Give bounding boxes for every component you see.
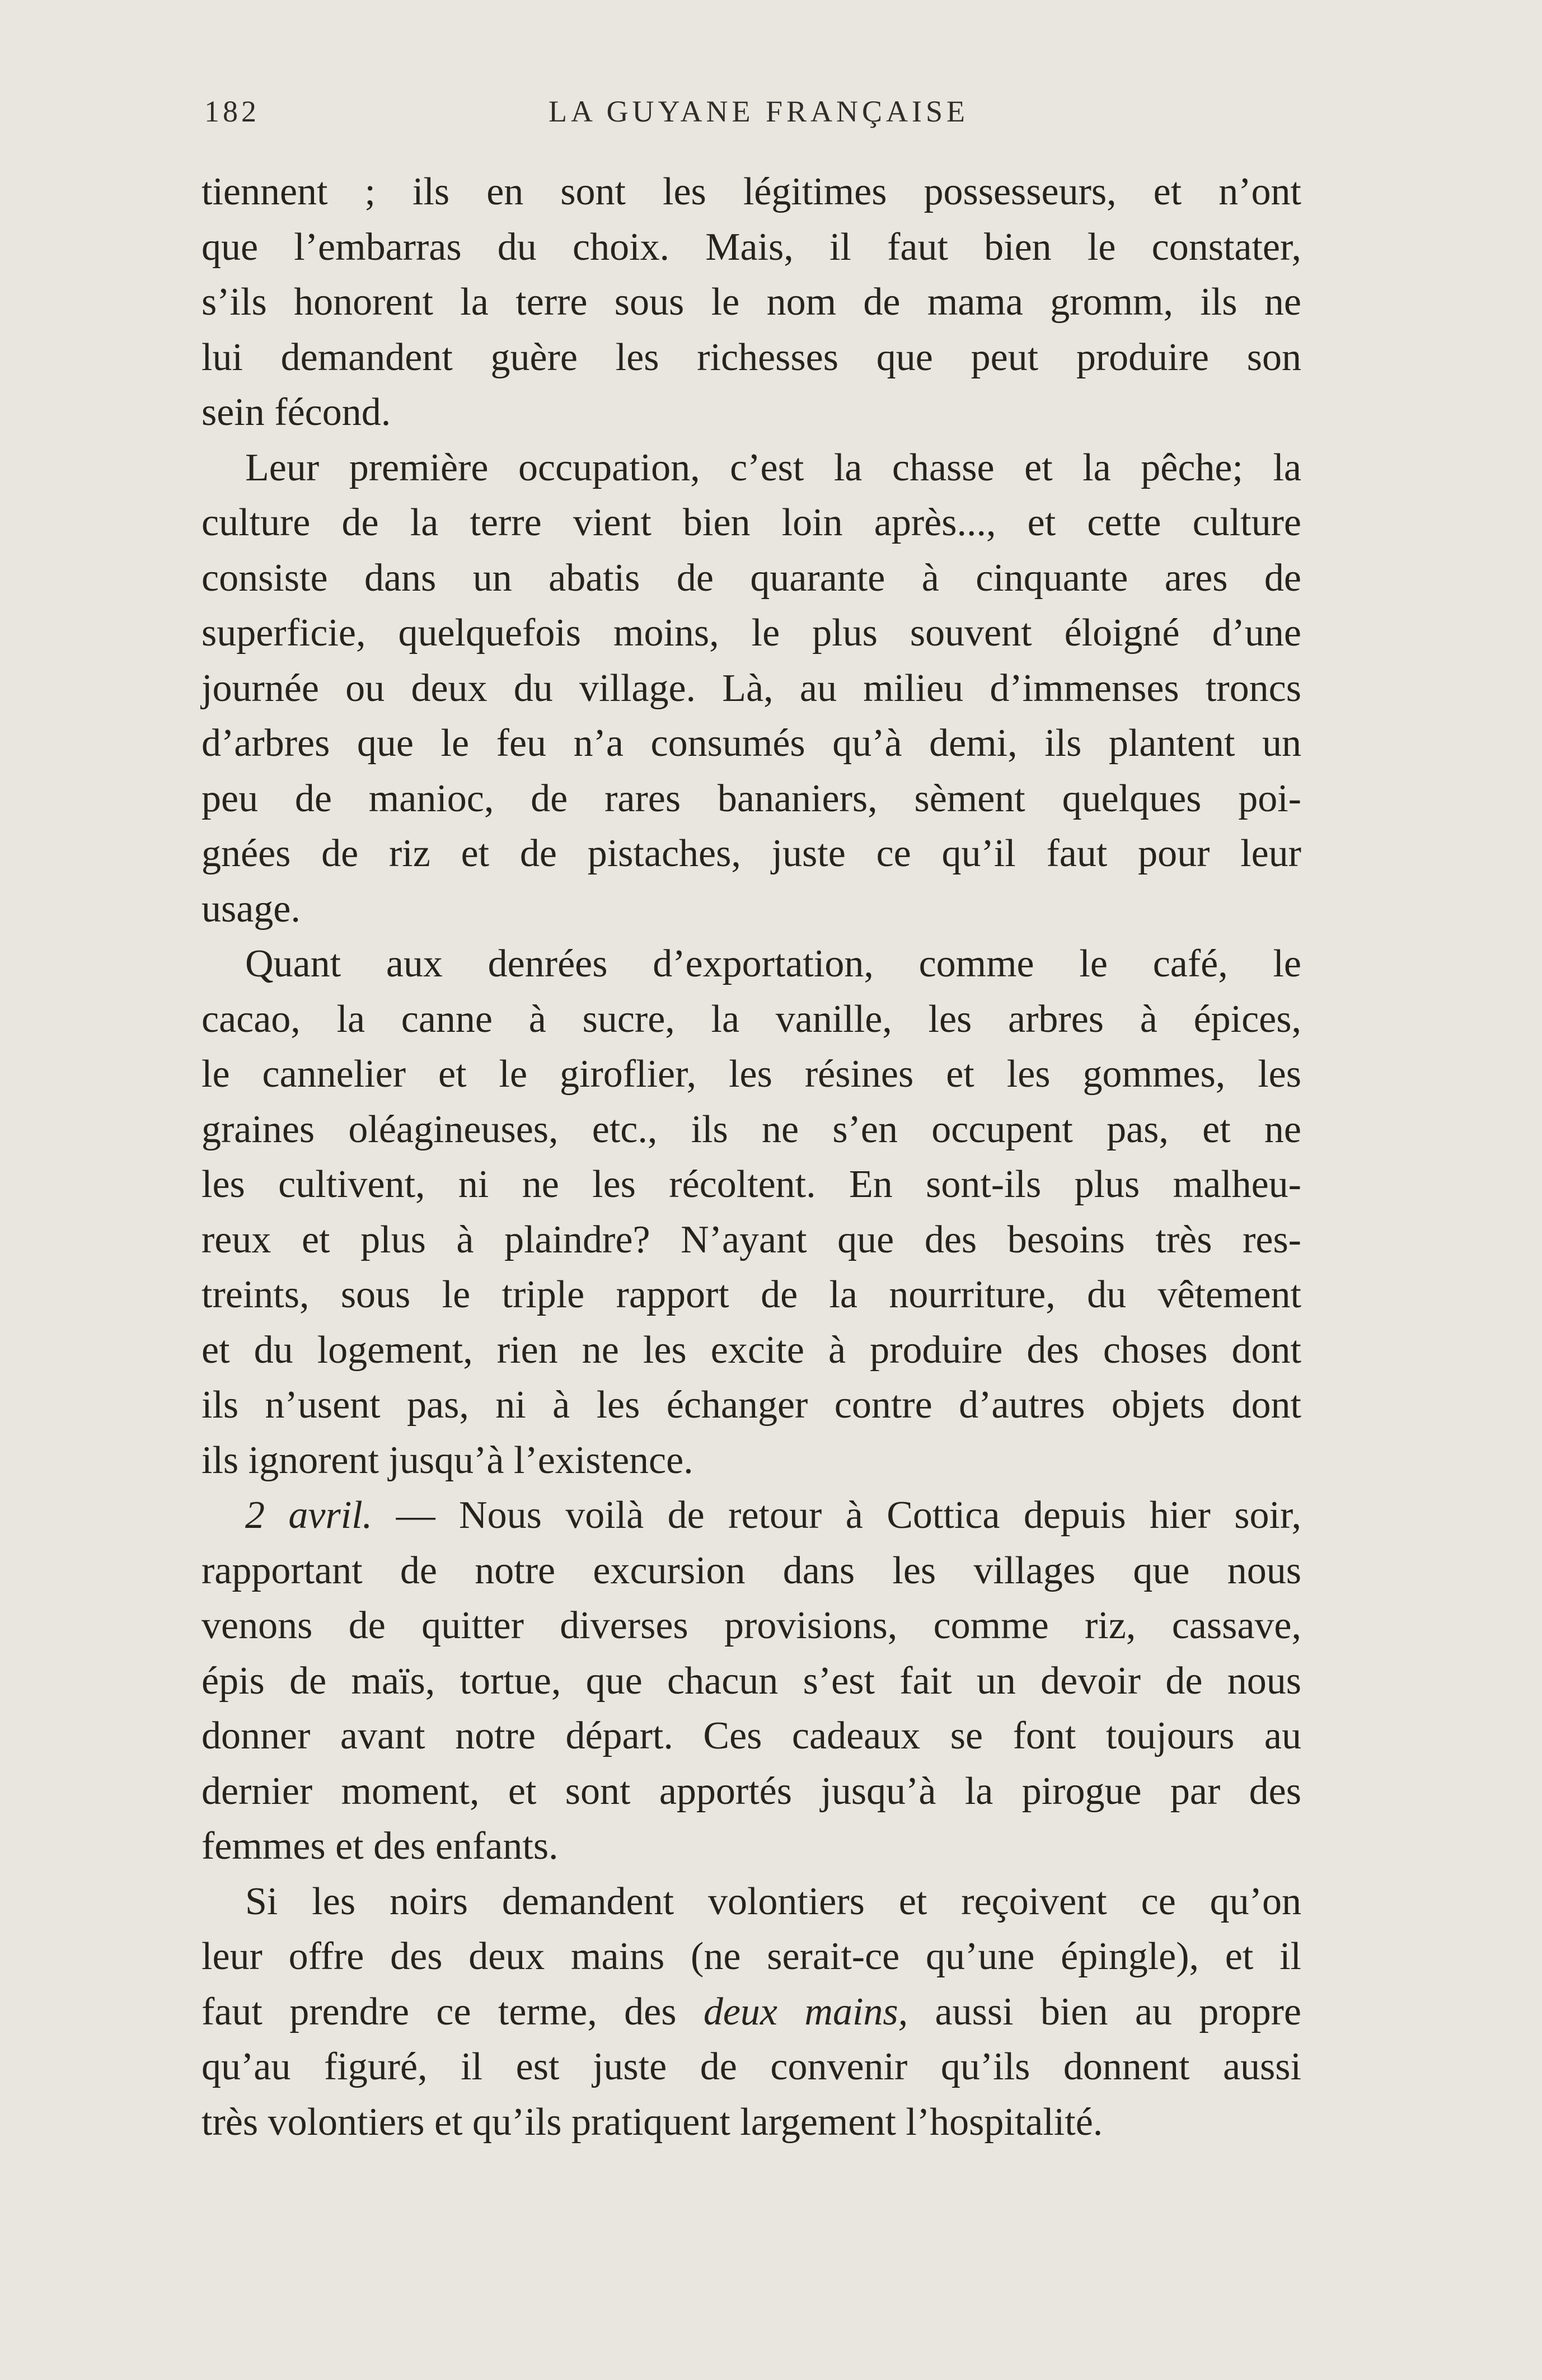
text-line: superficie, quelquefois moins, le plus souvent éloigné d’une [201, 611, 1301, 654]
text-line: lui demandent guère les richesses que peut produire son [201, 335, 1301, 379]
text-line: Si les noirs demandent volontiers et reçoivent ce qu’on [245, 1879, 1301, 1923]
text-line: le cannelier et le giroflier, les résines et les gommes, les [201, 1053, 1301, 1096]
text-line: journée ou deux du village. Là, au milieu d’immenses troncs [201, 666, 1301, 710]
text-segment: — Nous voilà de retour à Cottica depuis hier soir, [372, 1494, 1301, 1537]
text-line: rapportant de notre excursion dans les villages que nous [201, 1549, 1301, 1592]
text-line: d’arbres que le feu n’a consumés qu’à demi, ils plantent un [201, 722, 1301, 765]
text-line: Quant aux denrées d’exportation, comme le café, le [245, 942, 1301, 985]
text-line: consiste dans un abatis de quarante à cinquante ares de [201, 556, 1301, 600]
text-segment: aussi bien au propre [908, 1990, 1301, 2033]
text-line: peu de manioc, de rares bananiers, sèment quelques poi- [201, 777, 1301, 820]
text-line: treints, sous le triple rapport de la nourriture, du vêtement [201, 1273, 1301, 1316]
text-segment: faut prendre ce terme, des [201, 1990, 704, 2033]
paragraph-1 [201, 165, 1301, 441]
text-line: et du logement, rien ne les excite à produire des choses dont [201, 1328, 1301, 1372]
running-head [204, 94, 1301, 139]
paragraph-4-dated-entry [201, 1488, 1301, 1874]
text-line: reux et plus à plaindre? N’ayant que des besoins très res- [201, 1218, 1301, 1261]
text-line: très volontiers et qu’ils pratiquent largement l’hospitalité. [201, 2100, 1103, 2144]
text-line: donner avant notre départ. Ces cadeaux se font toujours au [201, 1714, 1301, 1757]
text-line: les cultivent, ni ne les récoltent. En sont-ils plus malheu- [201, 1163, 1301, 1206]
text-line: Leur première occupation, c’est la chasse et la pêche; la [245, 446, 1301, 489]
paragraph-5 [201, 1874, 1301, 2150]
text-line [201, 1488, 1301, 1544]
text-line: culture de la terre vient bien loin après..., et cette culture [201, 501, 1301, 544]
page-number: 182 [204, 95, 260, 128]
text-line: sein fécond. [201, 391, 391, 434]
text-line: qu’au figuré, il est juste de convenir qu’ils donnent aussi [201, 2045, 1301, 2088]
text-line: leur offre des deux mains (ne serait-ce qu’une épingle), et il [201, 1935, 1301, 1978]
body-text [201, 165, 1301, 2150]
text-line: épis de maïs, tortue, que chacun s’est fait un devoir de nous [201, 1659, 1301, 1703]
text-line: cacao, la canne à sucre, la vanille, les arbres à épices, [201, 997, 1301, 1041]
paragraph-2 [201, 441, 1301, 937]
running-title: LA GUYANE FRANÇAISE [549, 95, 969, 128]
text-line: usage. [201, 887, 301, 931]
text-line: venons de quitter diverses provisions, comme riz, cassave, [201, 1604, 1301, 1647]
text-line: tiennent ; ils en sont les légitimes possesseurs, et n’ont [201, 170, 1301, 213]
text-line: que l’embarras du choix. Mais, il faut bien le constater, [201, 225, 1301, 269]
text-line: ils ignorent jusqu’à l’existence. [201, 1438, 693, 1482]
date-label: 2 avril. [245, 1494, 373, 1537]
text-line [201, 1985, 1301, 2040]
italic-phrase: deux mains, [703, 1990, 908, 2033]
text-line: dernier moment, et sont apportés jusqu’à la pirogue par des [201, 1769, 1301, 1813]
text-line: femmes et des enfants. [201, 1825, 559, 1868]
text-line: graines oléagineuses, etc., ils ne s’en occupent pas, et ne [201, 1107, 1301, 1151]
text-line: gnées de riz et de pistaches, juste ce qu’il faut pour leur [201, 832, 1301, 875]
text-line: ils n’usent pas, ni à les échanger contre d’autres objets dont [201, 1383, 1301, 1427]
text-line: s’ils honorent la terre sous le nom de mama gromm, ils ne [201, 280, 1301, 324]
paragraph-3 [201, 937, 1301, 1488]
